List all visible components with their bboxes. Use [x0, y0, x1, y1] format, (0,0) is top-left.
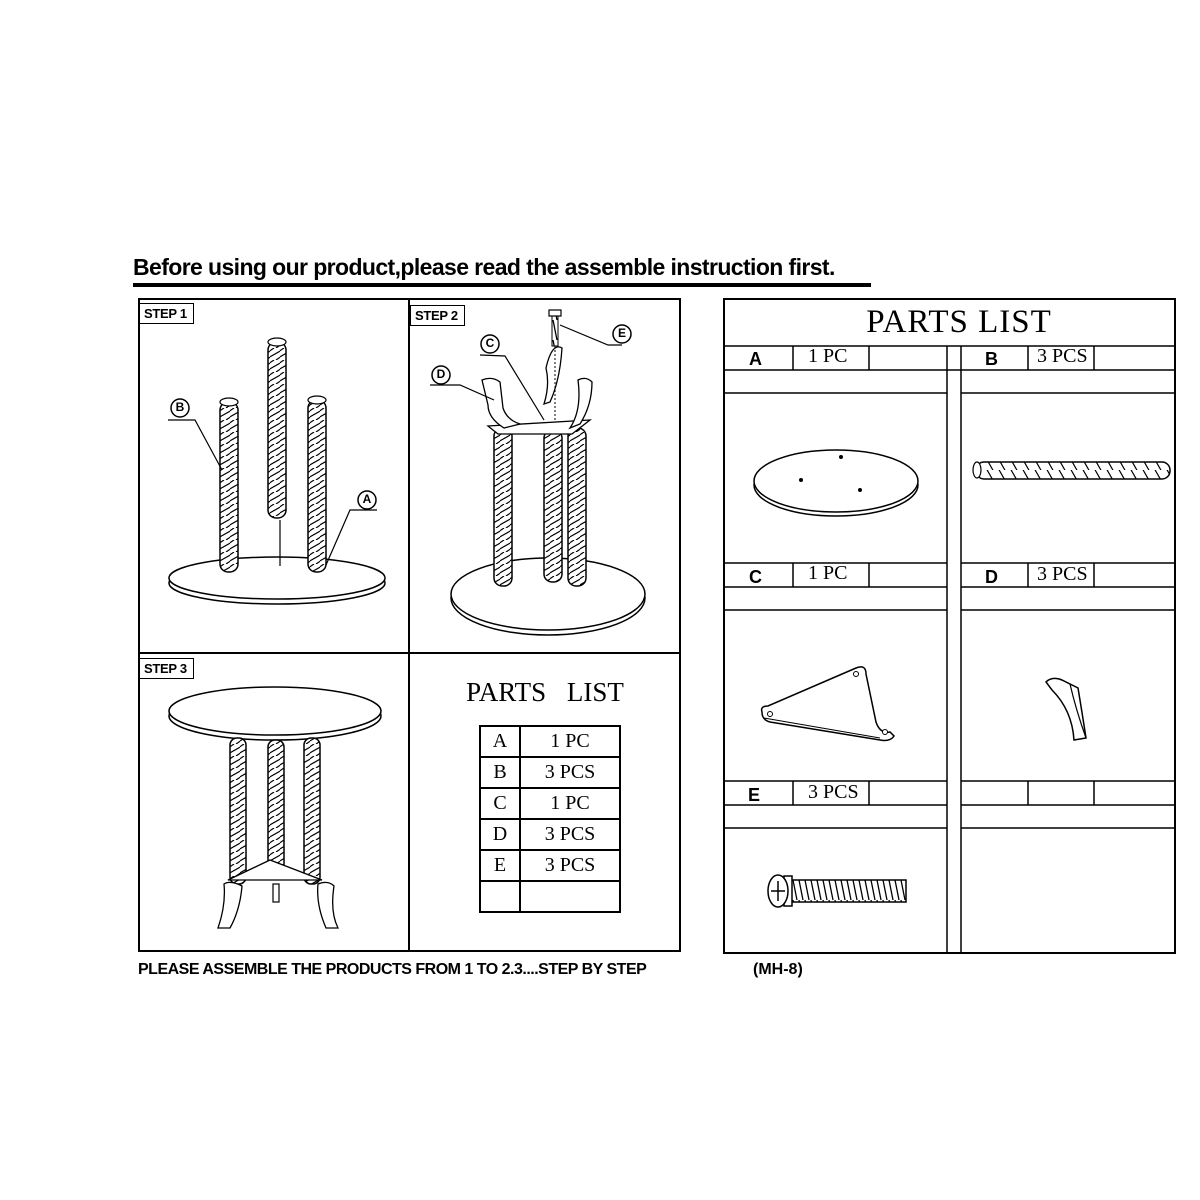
assembly-footer-instruction: PLEASE ASSEMBLE THE PRODUCTS FROM 1 TO 2.3....STEP BY STEP	[138, 961, 647, 978]
part-a-round-tabletop-icon	[754, 450, 918, 516]
qty-cell: 3 PCS	[520, 850, 620, 881]
step3-illustration	[169, 687, 381, 928]
mini-parts-table	[479, 725, 621, 913]
step3-label: STEP 3	[139, 658, 194, 679]
table-row	[480, 850, 620, 881]
table-row	[480, 726, 620, 757]
part-cell: D	[480, 819, 520, 850]
step1-label: STEP 1	[139, 303, 194, 324]
part-e-qty: 3 PCS	[808, 781, 859, 803]
part-e-letter: E	[748, 785, 761, 805]
parts-list-title: PARTS LIST	[866, 304, 1052, 340]
callout-d: D	[436, 367, 446, 381]
part-cell: A	[480, 726, 520, 757]
callout-b: B	[175, 400, 185, 414]
part-d-curved-foot-icon	[1046, 678, 1086, 740]
model-code: (MH-8)	[753, 961, 803, 978]
qty-cell	[520, 881, 620, 912]
callout-c: C	[485, 336, 495, 350]
step2-illustration	[430, 310, 645, 635]
part-cell: C	[480, 788, 520, 819]
step2-label: STEP 2	[410, 305, 465, 326]
part-d-letter: D	[985, 567, 998, 587]
part-b-qty: 3 PCS	[1037, 345, 1088, 367]
part-c-qty: 1 PC	[808, 562, 848, 584]
part-c-letter: C	[749, 567, 762, 587]
qty-cell: 1 PC	[520, 788, 620, 819]
qty-cell: 3 PCS	[520, 819, 620, 850]
part-d-qty: 3 PCS	[1037, 563, 1088, 585]
qty-cell: 1 PC	[520, 726, 620, 757]
part-cell: E	[480, 850, 520, 881]
part-e-screw-icon	[768, 875, 906, 907]
table-row	[480, 881, 620, 912]
part-a-letter: A	[749, 349, 762, 369]
part-b-letter: B	[985, 349, 998, 369]
table-row	[480, 788, 620, 819]
part-cell: B	[480, 757, 520, 788]
callout-e: E	[617, 326, 626, 340]
table-row	[480, 819, 620, 850]
mini-parts-list-title: PARTS LIST	[466, 677, 624, 707]
part-c-triangle-plate-icon	[762, 667, 894, 741]
step1-illustration	[168, 338, 385, 604]
callout-a: A	[362, 492, 372, 506]
qty-cell: 3 PCS	[520, 757, 620, 788]
parts-grid-lines	[724, 346, 1175, 953]
part-a-qty: 1 PC	[808, 345, 848, 367]
part-cell	[480, 881, 520, 912]
instruction-notice: Before using our product,please read the assemble instruction first.	[133, 254, 835, 280]
table-row	[480, 757, 620, 788]
part-b-twisted-leg-icon	[973, 462, 1170, 479]
